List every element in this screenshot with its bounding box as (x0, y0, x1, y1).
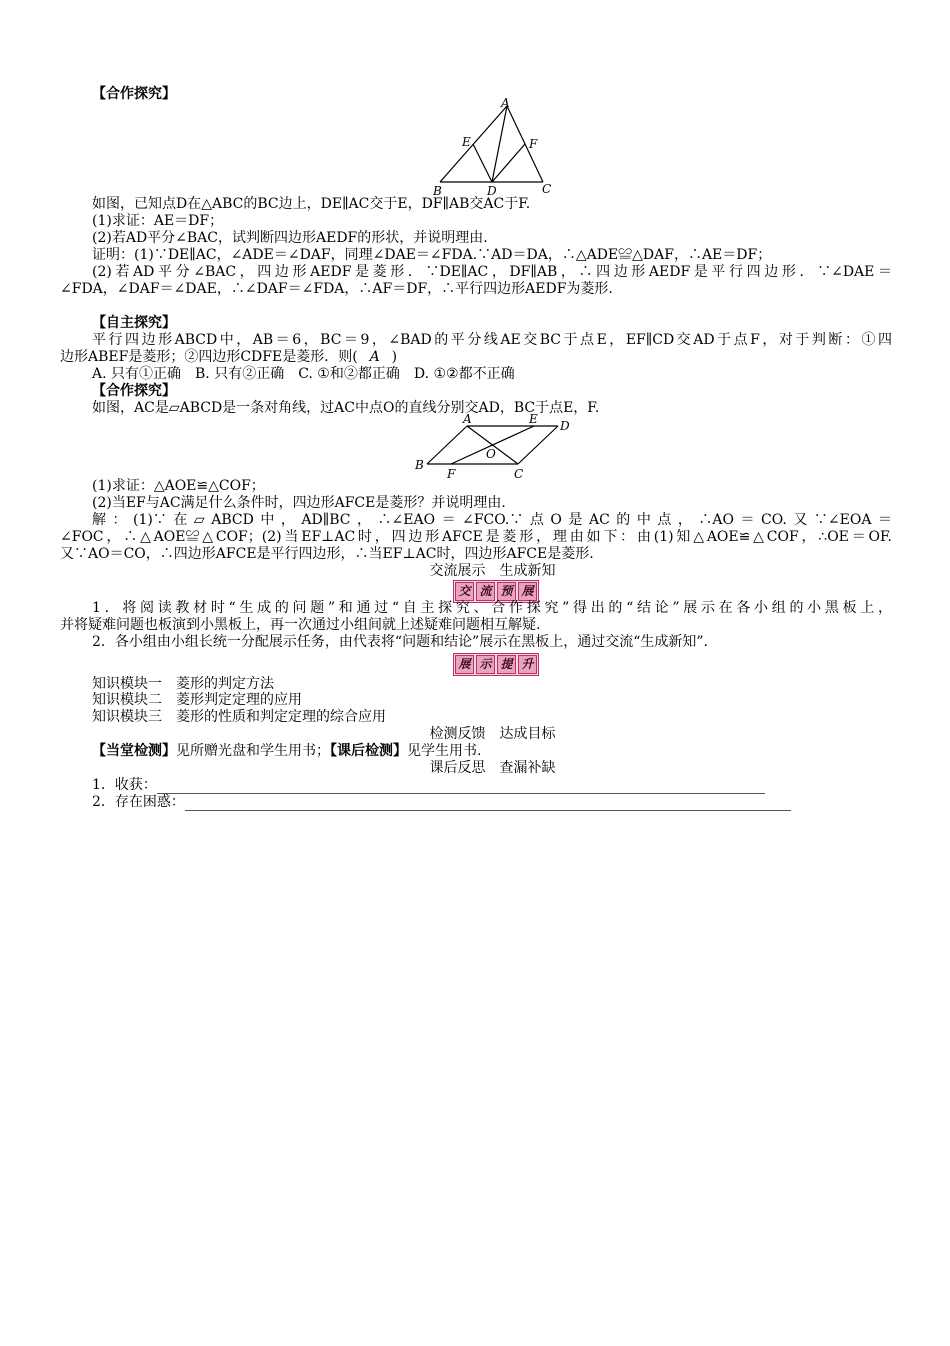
badge-char: 升 (518, 655, 537, 674)
feedback-title: 检测反馈 达成目标 (429, 726, 556, 742)
label-f: F (529, 137, 538, 151)
knowledge-module-3: 知识模块三 菱形的性质和判定定理的综合应用 (92, 709, 386, 725)
feedback-line (92, 743, 892, 760)
gains-blank[interactable] (157, 780, 765, 794)
badge-display-improve (453, 653, 539, 676)
label-c2: C (514, 467, 524, 481)
section-heading-cooperative-1: 【合作探究】 (92, 86, 176, 102)
problem-1-text: 如图，已知点D在△ABC的BC边上，DE∥AC交于E，DF∥AB交AC于F. (92, 196, 531, 212)
problem-3-question-1: (1)求证：△AOE≌△COF； (92, 478, 265, 494)
confusion-blank[interactable] (185, 797, 791, 811)
gains-label: 1．收获： (92, 777, 157, 793)
triangle-figure (425, 98, 560, 198)
label-c: C (542, 182, 552, 196)
in-class-test-tag: 【当堂检测】 (92, 743, 176, 759)
exchange-paragraph-1a: 1．将阅读教材时“生成的问题”和通过“自主探究、合作探究”得出的“结论”展示在各小组的小黑板上， (92, 600, 892, 616)
problem-1-question-1: (1)求证：AE＝DF； (92, 213, 224, 229)
knowledge-module-2: 知识模块二 菱形判定定理的应用 (92, 692, 302, 708)
label-d: D (487, 184, 497, 198)
badge-char: 展 (455, 655, 474, 674)
badge-char: 示 (476, 655, 495, 674)
section-heading-self-study: 【自主探究】 (92, 315, 176, 331)
in-class-test-text: 见所赠光盘和学生用书； (176, 743, 330, 759)
problem-1-question-2: (2)若AD平分∠BAC，试判断四边形AEDF的形状，并说明理由. (92, 230, 488, 246)
problem-1-proof-2a: (2)若AD平分∠BAC，四边形AEDF是菱形．∵DE∥AC，DF∥AB，∴四边形AEDF是平行四边形．∵∠DAE＝ (92, 264, 892, 280)
exchange-paragraph-1b: 并将疑难问题也板演到小黑板上，再一次通过小组间就上述疑难问题相互解疑. (60, 617, 541, 633)
problem-3-solution-1: 解：(1)∵在▱ABCD中，AD∥BC，∴∠EAO＝∠FCO.∵点O是AC的中点，∴AO＝CO.又∵∠EOA＝ (92, 512, 892, 528)
reflection-confusion (92, 794, 892, 811)
problem-2-choices: A. 只有①正确 B. 只有②正确 C. ①和②都正确 D. ①②都不正确 (92, 366, 515, 382)
confusion-label: 2．存在困惑： (92, 794, 185, 810)
problem-2-text-a-span: 平行四边形ABCD中，AB＝6，BC＝9，∠BAD的平分线AE交BC于点E，EF∥CD交AD于点F，对于判断：①四 (92, 332, 892, 348)
knowledge-module-1: 知识模块一 菱形的判定方法 (92, 676, 274, 692)
problem-2-answer: A (369, 349, 380, 365)
badge-char: 提 (497, 655, 516, 674)
label-f2: F (447, 467, 456, 481)
badge-char: 展 (518, 582, 537, 601)
problem-2-text-b (60, 349, 860, 366)
problem-1-proof-1: 证明：(1)∵DE∥AC，∠ADE＝∠DAF，同理∠DAE＝∠FDA.∵AD＝DA，∴△ADE≌△DAF，∴AE＝DF； (92, 247, 772, 263)
problem-2-text-a (92, 332, 892, 349)
label-b2: B (415, 458, 424, 472)
problem-1-proof-2b: ∠FDA，∠DAF＝∠DAE，∴∠DAF＝∠FDA，∴AF＝DF，∴平行四边形AEDF为菱形. (60, 281, 613, 297)
section-heading-cooperative-2: 【合作探究】 (92, 383, 176, 399)
exchange-paragraph-2: 2．各小组由小组长统一分配展示任务，由代表将“问题和结论”展示在黑板上，通过交流“生成新知”. (92, 634, 708, 650)
after-class-test-text: 见学生用书. (407, 743, 482, 759)
label-o: O (486, 447, 496, 461)
problem-2-text-b-post: ) (391, 349, 398, 365)
reflection-gains (92, 777, 892, 794)
problem-3-solution-3: 又∵AO＝CO，∴四边形AFCE是平行四边形，∴当EF⊥AC时，四边形AFCE是菱形. (60, 546, 594, 562)
after-class-test-tag: 【课后检测】 (330, 743, 407, 759)
problem-3-solution-2: ∠FOC，∴△AOE≌△COF；(2)当EF⊥AC时，四边形AFCE是菱形，理由如下：由(1)知△AOE≌△COF，∴OE＝OF. (60, 529, 892, 545)
parallelogram-figure (410, 412, 580, 482)
label-b: B (433, 184, 442, 198)
badge-char: 交 (455, 582, 474, 601)
problem-2-text-b-pre: 边形ABEF是菱形；②四边形CDFE是菱形．则( (60, 349, 358, 365)
problem-3-text: 如图，AC是▱ABCD是一条对角线，过AC中点O的直线分别交AD，BC于点E，F. (92, 400, 600, 416)
label-a: A (501, 98, 510, 110)
label-e2: E (529, 412, 538, 426)
exchange-title: 交流展示 生成新知 (429, 563, 556, 579)
label-d2: D (560, 419, 570, 433)
reflection-title: 课后反思 查漏补缺 (429, 760, 556, 776)
badge-char: 流 (476, 582, 495, 601)
label-a2: A (463, 412, 472, 426)
problem-3-question-2: (2)当EF与AC满足什么条件时，四边形AFCE是菱形？并说明理由. (92, 495, 506, 511)
badge-char: 预 (497, 582, 516, 601)
label-e: E (462, 135, 471, 149)
